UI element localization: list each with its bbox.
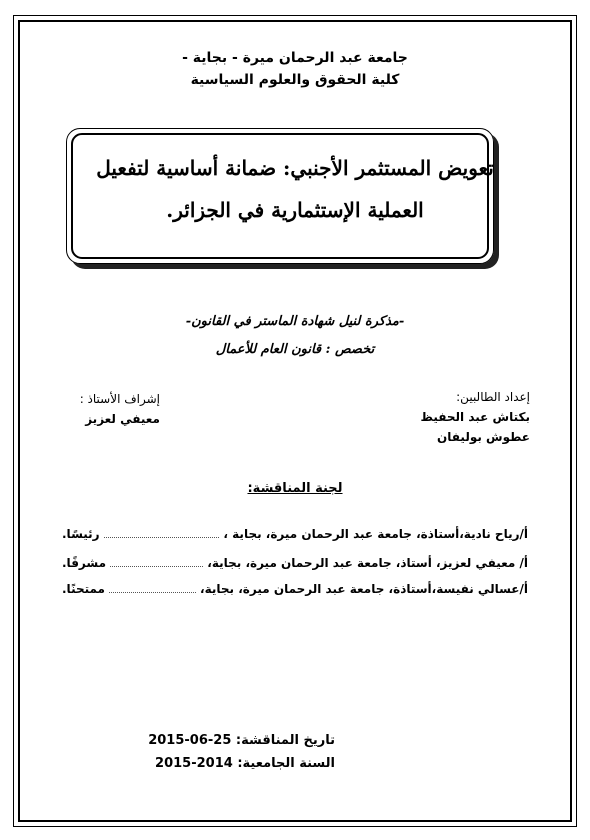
member-1-text: أ/رياح نادية،أستاذة، جامعة عبد الرحمان ميرة، بجاية ، — [223, 527, 528, 541]
member-1-dots — [104, 528, 220, 538]
specialty: تخصص : قانون العام للأعمال — [215, 342, 375, 357]
thesis-title-line-1: تعويض المستثمر الأجنبي: ضمانة أساسية لتفعيل — [96, 156, 494, 180]
member-3-text: أ/عسالي نفيسة،أستاذة، جامعة عبد الرحمان ميرة، بجاية، — [200, 582, 528, 596]
students-label: إعداد الطالبين: — [456, 390, 530, 404]
student-name-2: عطوش بوليفان — [437, 430, 530, 444]
member-3-role: ممتحنًا. — [62, 582, 105, 596]
faculty-name: كلية الحقوق والعلوم السياسية — [190, 72, 400, 88]
member-1-role: رئيسًا. — [62, 527, 100, 541]
defense-date: تاريخ المناقشة: 25-06-2015 — [148, 733, 335, 748]
member-2-dots — [110, 557, 203, 567]
student-name-1: بكتاش عبد الحفيظ — [420, 410, 530, 424]
thesis-title-line-2: العملية الإستثمارية في الجزائر. — [166, 198, 424, 222]
academic-year: السنة الجامعية: 2014-2015 — [155, 756, 335, 771]
committee-member-1 — [62, 527, 528, 541]
member-2-text: أ/ معيفي لعزيز، أستاذ، جامعة عبد الرحمان ميرة، بجاية، — [207, 556, 528, 570]
member-3-dots — [109, 583, 196, 593]
supervisor-label: إشراف الأستاذ : — [79, 392, 160, 406]
title-box — [66, 128, 494, 264]
committee-member-2 — [62, 556, 528, 570]
title-box-inner-border — [71, 133, 489, 259]
committee-title: لجنة المناقشة: — [247, 481, 343, 496]
university-name: جامعة عبد الرحمان ميرة - بجاية - — [182, 50, 408, 66]
memo-type: -مذكرة لنيل شهادة الماستر في القانون- — [185, 314, 405, 329]
supervisor-name: معيفي لعزيز — [85, 412, 160, 426]
member-2-role: مشرفًا. — [62, 556, 107, 570]
committee-member-3 — [62, 582, 528, 596]
